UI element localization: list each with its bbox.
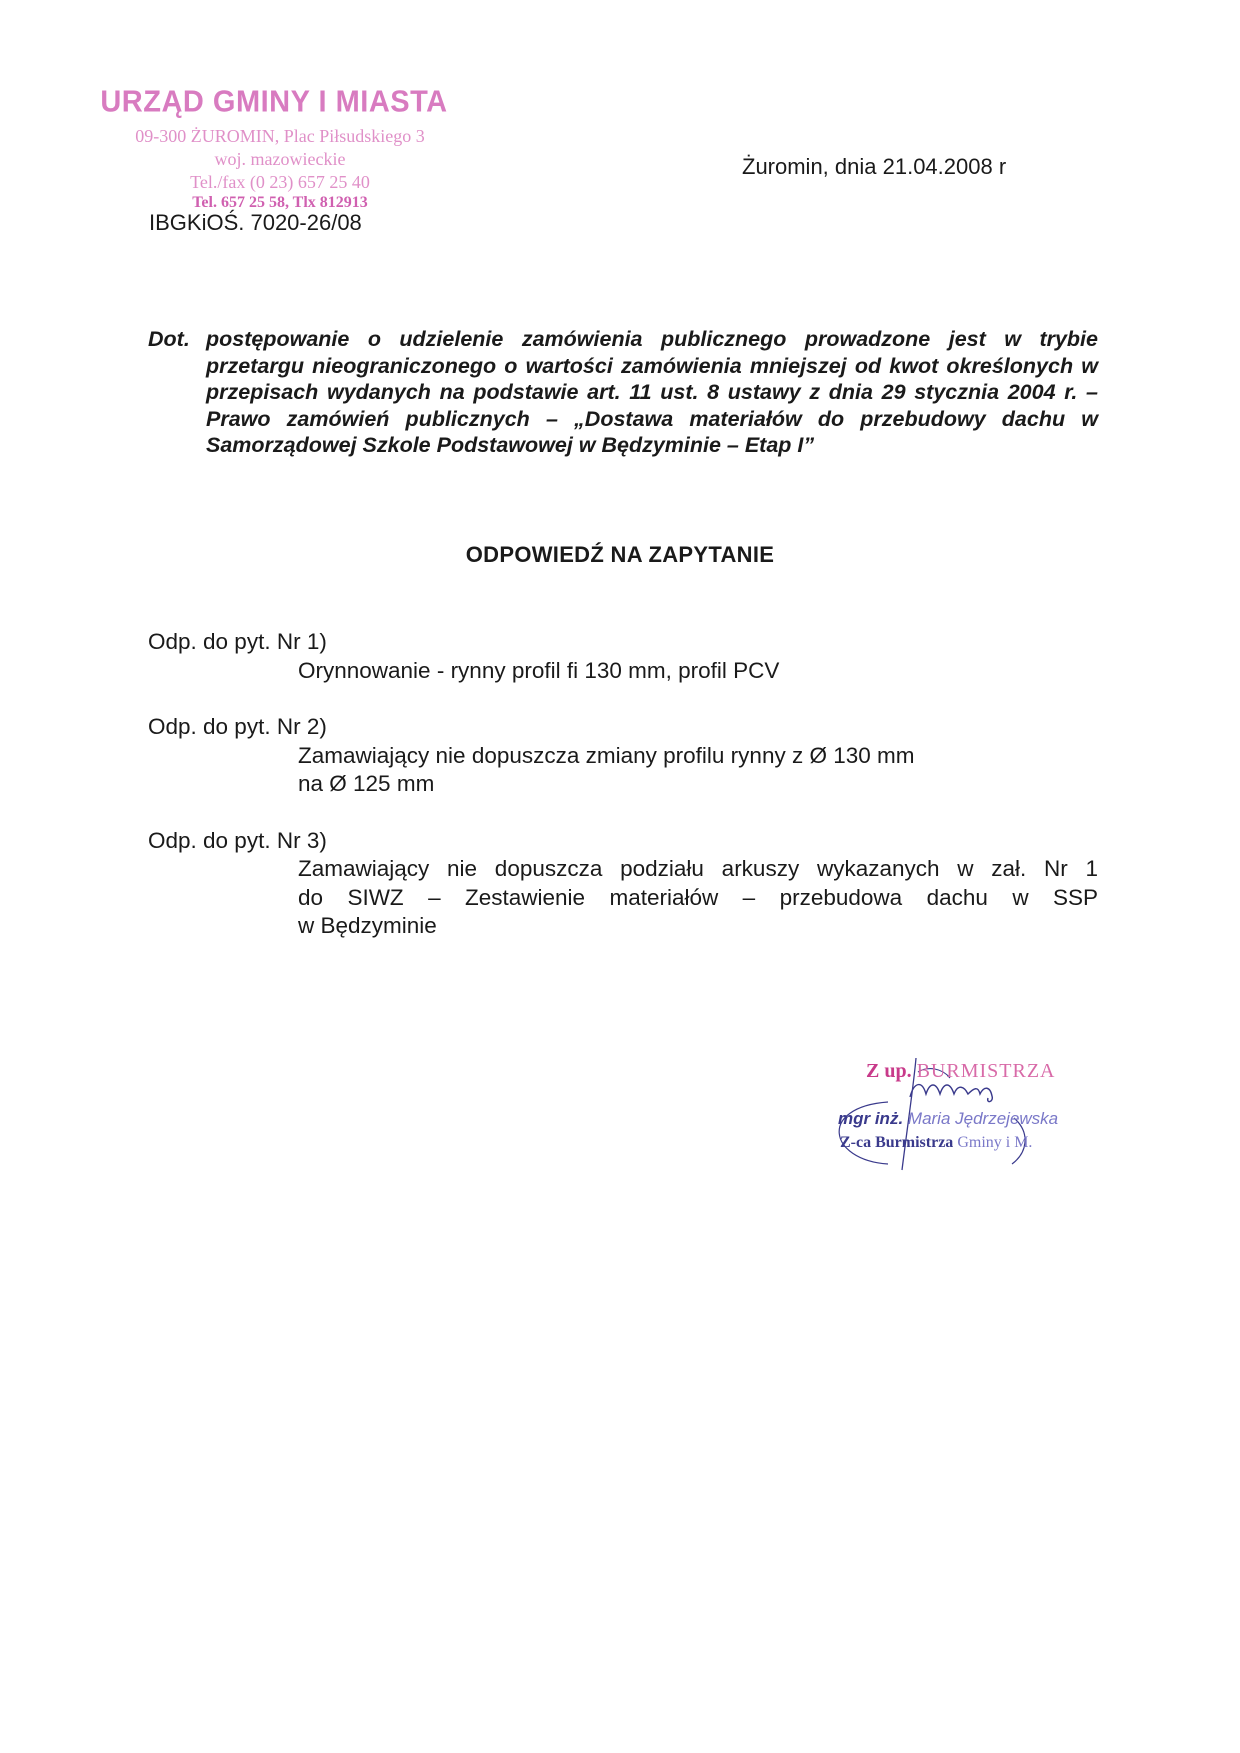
answer-body	[298, 742, 1098, 799]
answer-line: na Ø 125 mm	[298, 771, 435, 796]
answer-body	[298, 657, 1098, 686]
stamp-address: 09-300 ŻUROMIN, Plac Piłsudskiego 3	[135, 126, 425, 146]
signatory-role	[840, 1134, 1032, 1152]
answer-line: w Będzyminie	[298, 913, 437, 938]
signatory-role-prefix: Z-ca Burmistrza	[840, 1134, 954, 1151]
reference-number: IBGKiOŚ. 7020-26/08	[149, 210, 362, 235]
stamp-region: woj. mazowieckie	[214, 149, 346, 169]
page-title: ODPOWIEDŹ NA ZAPYTANIE	[465, 542, 775, 567]
stamp-org-name: URZĄD GMINY I MIASTA	[100, 85, 448, 119]
signatory-full-name: Maria Jędrzejewska	[907, 1109, 1059, 1128]
document-date: Żuromin, dnia 21.04.2008 r	[742, 154, 1007, 179]
signatory-name	[838, 1109, 1058, 1129]
answer-line: Zamawiający nie dopuszcza podziału arkuszy wykazanych w zał. Nr 1	[298, 856, 1098, 881]
signature-prefix: Z up.	[866, 1060, 912, 1082]
signature-stamp	[818, 1052, 1098, 1182]
answer-item	[148, 713, 1098, 799]
answer-item	[148, 628, 1098, 685]
answer-label: Odp. do pyt. Nr 3)	[148, 827, 327, 853]
answer-body	[298, 855, 1098, 941]
answers-list	[148, 628, 1098, 969]
subject-text: postępowanie o udzielenie zamówienia publicznego prowadzone jest w trybie przetargu nieograniczonego o wartości zamówienia mniejszej od kwot określonych w przepisach wydanych na podstawie art. 11 ust. 8 ustawy z dnia 29 stycznia 2004 r. – Prawo zamówień publicznych – „Dostawa materiałów do przebudowy dachu w Samorządowej Szkole Podstawowej w Będzyminie – Etap I”	[206, 327, 1098, 457]
subject-block	[148, 326, 1098, 459]
answer-line: Orynnowanie - rynny profil fi 130 mm, profil PCV	[298, 657, 780, 683]
subject-label: Dot.	[148, 327, 190, 351]
answer-item	[148, 827, 1098, 941]
answer-line: do SIWZ – Zestawienie materiałów – przebudowa dachu w SSP	[298, 884, 1098, 910]
stamp-phone-fax: Tel./fax (0 23) 657 25 40	[190, 172, 370, 192]
answer-label: Odp. do pyt. Nr 2)	[148, 714, 327, 739]
office-stamp	[100, 86, 460, 212]
answer-line: Zamawiający nie dopuszcza zmiany profilu rynny z Ø 130 mm	[298, 742, 915, 768]
signature-title	[866, 1060, 1056, 1083]
stamp-phone-telex: Tel. 657 25 58, Tlx 812913	[192, 194, 368, 211]
signatory-degree: mgr inż.	[838, 1109, 904, 1128]
signature-office: BURMISTRZA	[916, 1060, 1056, 1082]
signatory-role-suffix: Gminy i M.	[957, 1134, 1033, 1151]
answer-label: Odp. do pyt. Nr 1)	[148, 629, 327, 654]
